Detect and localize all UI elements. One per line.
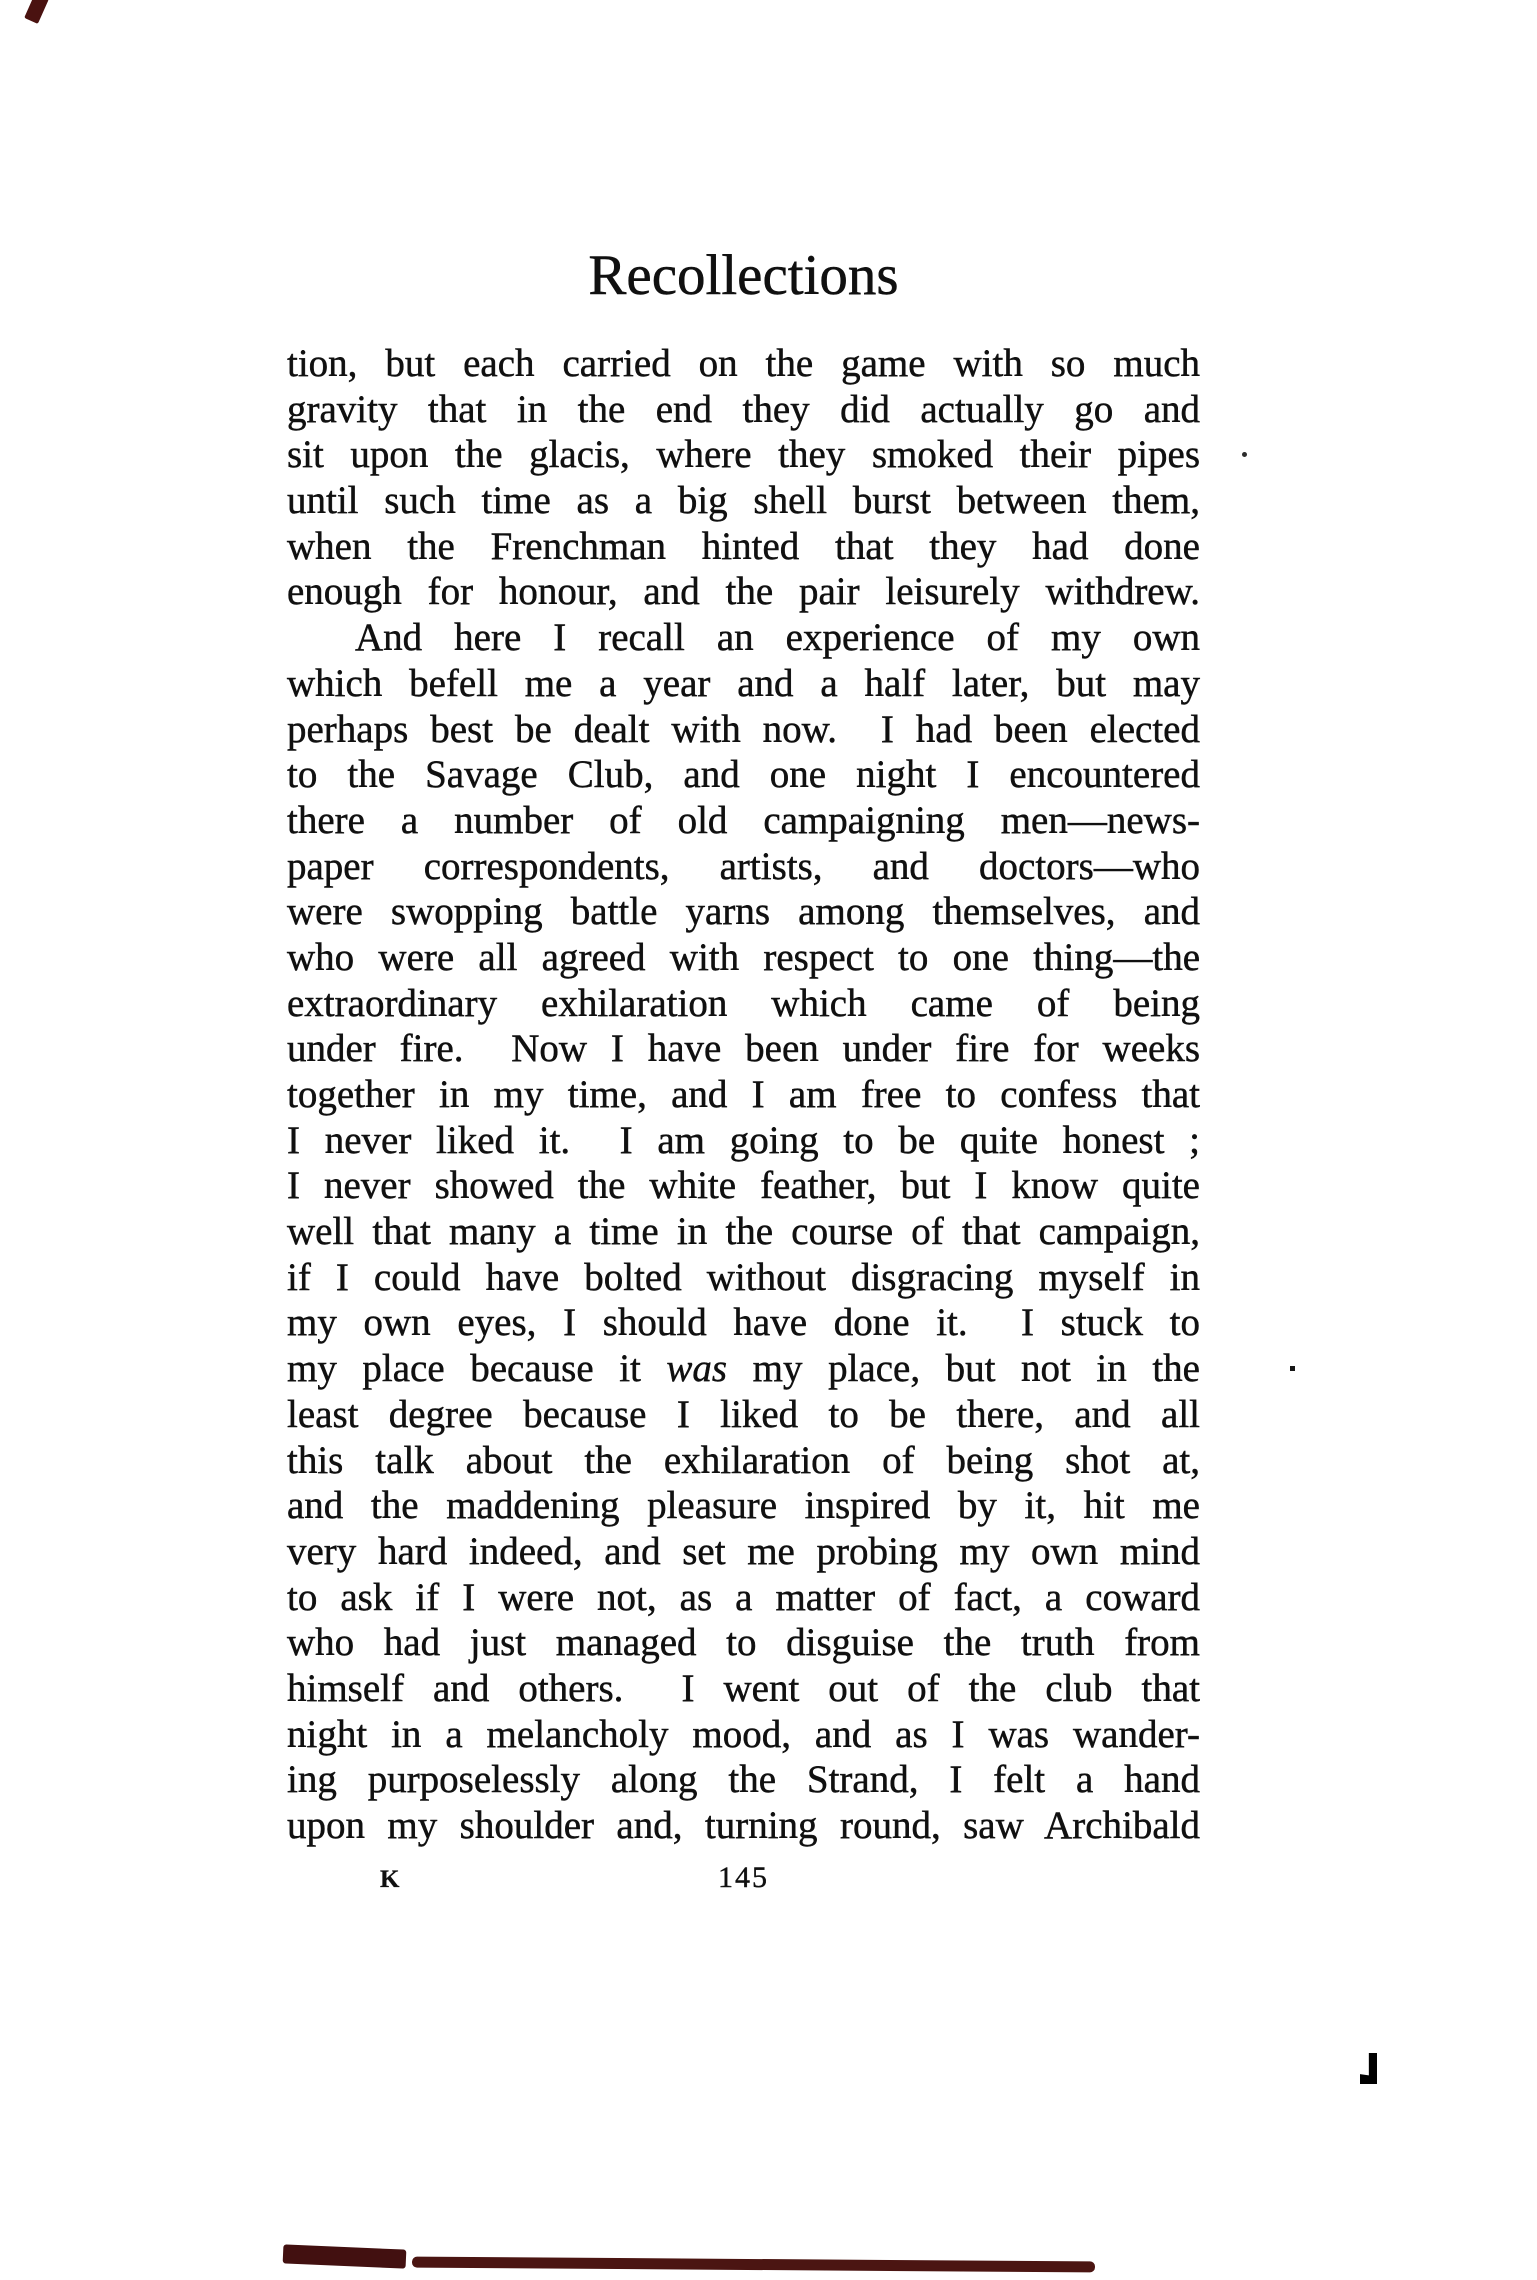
text-segment: sit upon the glacis, where they smoked their pipes <box>287 433 1200 477</box>
text-line <box>287 1483 1200 1529</box>
text-line <box>287 752 1200 798</box>
text-segment: were swopping battle yarns among themselves, and <box>287 890 1200 934</box>
text-segment: if I could have bolted without disgracing myself in <box>287 1255 1200 1299</box>
text-line <box>287 1712 1200 1758</box>
text-line <box>287 1300 1200 1346</box>
ink-blot-bottom-right <box>1360 2053 1377 2084</box>
text-line <box>287 844 1200 890</box>
text-line <box>287 1072 1200 1118</box>
red-stain-top-left <box>24 0 49 24</box>
text-segment: gravity that in the end they did actually go and <box>287 387 1200 431</box>
text-line <box>287 1529 1200 1575</box>
text-line <box>287 387 1200 433</box>
text-segment: I never showed the white feather, but I know quite <box>287 1164 1200 1208</box>
text-segment: enough for honour, and the pair leisurely withdrew. <box>287 570 1200 614</box>
text-segment: very hard indeed, and set me probing my own mind <box>287 1529 1200 1573</box>
text-line <box>287 1026 1200 1072</box>
text-segment: under fire. Now I have been under fire for weeks <box>287 1027 1200 1071</box>
text-segment: which befell me a year and a half later, but may <box>287 661 1200 705</box>
text-segment: night in a melancholy mood, and as I was wander- <box>287 1712 1200 1756</box>
text-segment: until such time as a big shell burst between them, <box>287 479 1200 523</box>
text-segment: together in my time, and I am free to confess that <box>287 1073 1200 1116</box>
text-segment: extraordinary exhilaration which came of being <box>287 981 1200 1025</box>
text-segment: And here I recall an experience of my own <box>355 616 1200 660</box>
text-line <box>287 1803 1200 1849</box>
text-segment: who were all agreed with respect to one thing—the <box>287 935 1200 979</box>
text-segment: when the Frenchman hinted that they had done <box>287 524 1200 568</box>
ink-speck-right-top <box>1242 452 1247 457</box>
text-segment: tion, but each carried on the game with so much <box>287 342 1200 385</box>
body-text <box>287 341 1200 1849</box>
text-segment: my place because it <box>287 1347 667 1391</box>
text-segment: and the maddening pleasure inspired by it, hit me <box>287 1484 1200 1528</box>
text-line <box>287 889 1200 935</box>
text-segment: paper correspondents, artists, and doctors—who <box>287 844 1200 888</box>
page-title: Recollections <box>588 244 899 307</box>
signature-mark: K <box>380 1866 401 1893</box>
text-line <box>287 1209 1200 1255</box>
text-line <box>287 1392 1200 1438</box>
text-line <box>287 1438 1200 1484</box>
red-stain-bottom-thick <box>283 2244 407 2268</box>
text-line <box>287 1757 1200 1803</box>
text-line <box>287 935 1200 981</box>
text-segment: himself and others. I went out of the club that <box>287 1666 1200 1710</box>
text-segment: I never liked it. I am going to be quite honest ; <box>287 1118 1200 1162</box>
italic-text: was <box>666 1347 728 1391</box>
text-line <box>287 707 1200 753</box>
text-segment: to the Savage Club, and one night I encountered <box>287 753 1200 797</box>
text-line <box>287 1620 1200 1666</box>
text-line <box>287 661 1200 707</box>
text-line <box>287 981 1200 1027</box>
text-line <box>287 1118 1200 1164</box>
text-segment: ing purposelessly along the Strand, I felt a hand <box>287 1758 1200 1802</box>
text-line <box>287 615 1200 661</box>
text-line <box>287 1255 1200 1301</box>
red-stain-bottom-bar <box>412 2257 1095 2273</box>
text-segment: there a number of old campaigning men—news- <box>287 798 1200 842</box>
text-line <box>287 432 1200 478</box>
text-segment: this talk about the exhilaration of being shot at, <box>287 1438 1200 1482</box>
text-segment: upon my shoulder and, turning round, saw Archibald <box>287 1804 1200 1847</box>
page-number: 145 <box>718 1861 769 1894</box>
text-segment: least degree because I liked to be there, and all <box>287 1392 1200 1436</box>
text-segment: perhaps best be dealt with now. I had been elected <box>287 707 1200 751</box>
text-line <box>287 1575 1200 1621</box>
text-segment: my place, but not in the <box>727 1347 1200 1391</box>
text-line <box>287 798 1200 844</box>
text-segment: my own eyes, I should have done it. I stuck to <box>287 1301 1200 1345</box>
text-line <box>287 341 1200 387</box>
text-line <box>287 1666 1200 1712</box>
text-segment: to ask if I were not, as a matter of fact, a coward <box>287 1575 1200 1619</box>
ink-speck-right-middle <box>1290 1366 1295 1371</box>
text-line <box>287 1163 1200 1209</box>
text-line <box>287 478 1200 524</box>
text-segment: well that many a time in the course of that campaign, <box>287 1210 1200 1254</box>
text-line <box>287 524 1200 570</box>
text-line <box>287 1346 1200 1392</box>
text-segment: who had just managed to disguise the truth from <box>287 1621 1200 1665</box>
text-line <box>287 569 1200 615</box>
